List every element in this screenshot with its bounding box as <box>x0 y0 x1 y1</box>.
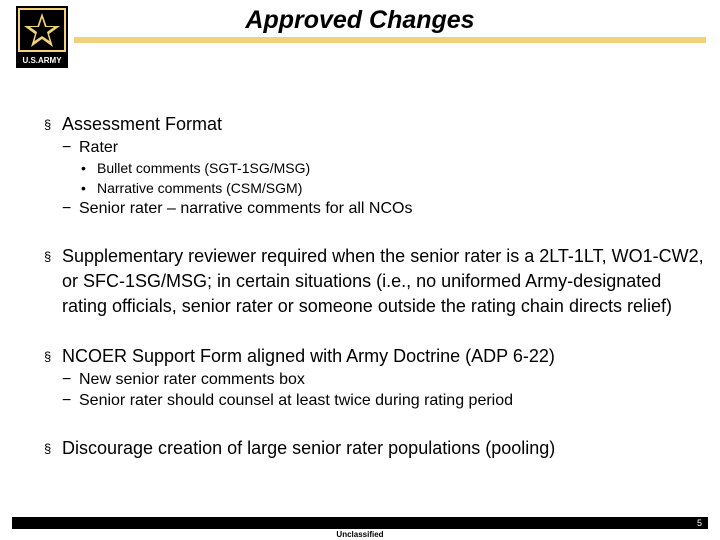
sub-bullet-text: Rater <box>79 139 119 156</box>
sub-bullet-comments-box <box>44 369 704 390</box>
footer-bar <box>12 517 708 529</box>
sub-bullet-text: New senior rater comments box <box>79 371 305 388</box>
page-number: 5 <box>696 518 702 528</box>
dash-marker: − <box>62 371 72 388</box>
logo-text: U.S.ARMY <box>22 56 62 65</box>
bullet-ncoer-support-form <box>44 344 704 369</box>
dash-marker: − <box>62 200 72 217</box>
dash-marker: − <box>62 392 72 409</box>
sub-sub-bullet-text: Narrative comments (CSM/SGM) <box>97 180 303 196</box>
sub-sub-bullet <box>44 158 704 178</box>
bullet-text: Supplementary reviewer required when the senior rater is a 2LT-1LT, WO1-CW2, or SFC-1SG/MSG; in certain situations (i.e., no uniformed Army-designated rating officials, senior rater or someone outside the rating chain directs relief) <box>62 246 704 316</box>
section-marker: § <box>44 349 52 364</box>
bullet-assessment-format <box>44 112 704 137</box>
dot-marker: • <box>81 180 86 196</box>
section-marker: § <box>44 249 52 264</box>
sub-sub-bullet-text: Bullet comments (SGT-1SG/MSG) <box>97 160 311 176</box>
sub-bullet-text: Senior rater should counsel at least twice during rating period <box>79 392 514 409</box>
bullet-list <box>44 112 704 461</box>
bullet-text: Discourage creation of large senior rater populations (pooling) <box>62 438 556 458</box>
sub-bullet-senior-rater <box>44 198 704 219</box>
dot-marker: • <box>81 160 86 176</box>
dash-marker: − <box>62 139 72 156</box>
sub-bullet-rater <box>44 137 704 158</box>
title-underline <box>74 37 706 43</box>
classification-label: Unclassified <box>336 530 384 539</box>
sub-bullet-text: Senior rater – narrative comments for all NCOs <box>79 200 413 217</box>
sub-sub-bullet <box>44 178 704 198</box>
section-marker: § <box>44 441 52 456</box>
bullet-pooling <box>44 436 704 461</box>
bullet-text: NCOER Support Form aligned with Army Doctrine (ADP 6-22) <box>62 346 555 366</box>
bullet-text: Assessment Format <box>62 114 223 134</box>
section-marker: § <box>44 117 52 132</box>
bullet-supplementary-reviewer <box>44 244 704 319</box>
page-title: Approved Changes <box>245 6 475 34</box>
sub-bullet-counsel <box>44 390 704 411</box>
